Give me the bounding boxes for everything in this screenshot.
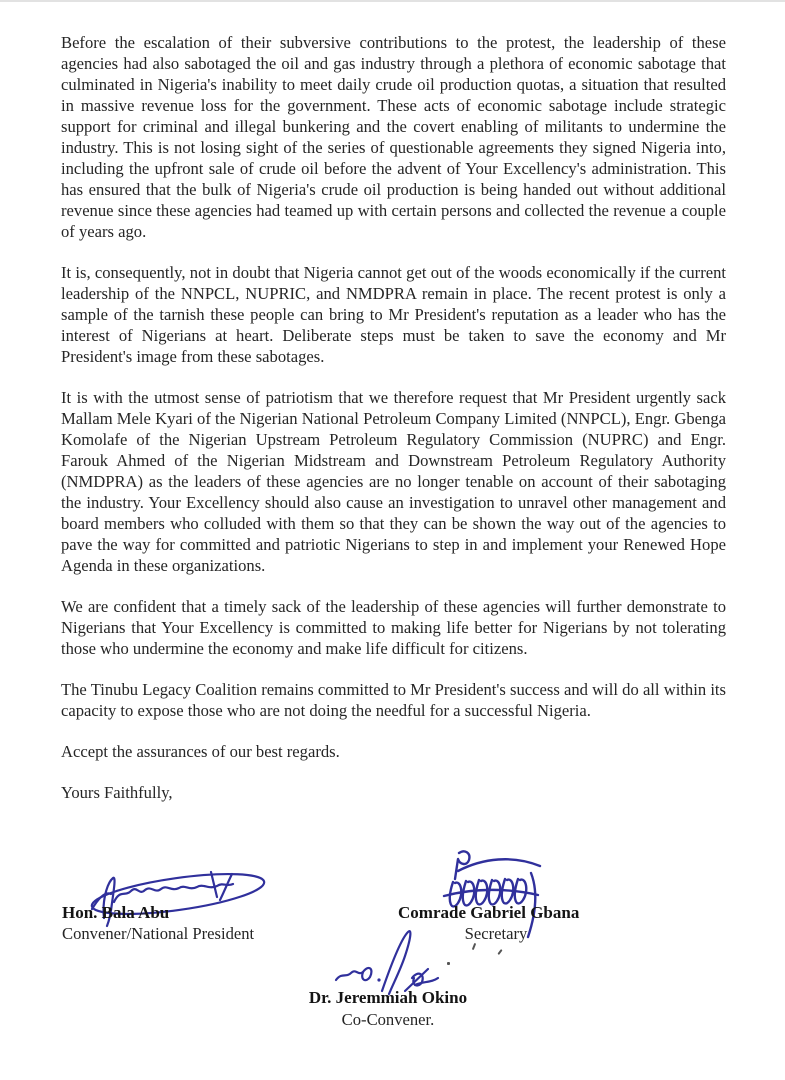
signature-section (0, 2, 785, 1080)
secretary-title: Secretary (464, 924, 528, 943)
ink-speck (447, 962, 450, 965)
paragraph-leadership-doubt: It is, consequently, not in doubt that Nigeria cannot get out of the woods economically if the current leadership of the NNPCL, NUPRIC, and NMDPRA remain in place. The recent protest is only a sample of the tarnish these people can bring to Mr President's reputation as a leader who has the interest of Nigerians at heart. Deliberate steps must be taken to save the economy and Mr President's image from these sabotages. (61, 263, 726, 366)
ink-speck (497, 949, 502, 955)
paragraph-oil-sabotage: Before the escalation of their subversive contributions to the protest, the leadership of these agencies had also sabotaged the oil and gas industry through a plethora of economic sabotage that culminated in Nigeria's inability to meet daily crude oil production quotas, a situation that resulted in massive revenue loss for the government. These acts of economic sabotage include strategic support for criminal and illegal bunkering and the covert enabling of militants to undermine the industry. This is not losing sight of the series of questionable agreements they signed Nigeria into, including the upfront sale of crude oil before the advent of Your Excellency's administration. This has ensured that the bulk of Nigeria's crude oil production is being handed out without additional revenue since these agencies had teamed up with certain persons and collected the revenue a couple of years ago. (61, 33, 726, 241)
convener-title: Convener/National President (62, 924, 255, 943)
paragraph-sack-request: It is with the utmost sense of patriotism that we therefore request that Mr President urgently sack Mallam Mele Kyari of the Nigerian National Petroleum Company Limited (NNPCL), Engr. Gbenga Komolafe of the Nigerian Upstream Petroleum Regulatory Commission (NUPRC) and Engr. Farouk Ahmed of the Nigerian Midstream and Downstream Petroleum Regulatory Authority (NMDPRA) as the leaders of these agencies are no longer tenable on account of their sabotaging the industry. Your Excellency should also cause an investigation to unravel other management and board members who colluded with them so that they can be shown the way out of the agencies to pave the way for committed and patriotic Nigerians to step in and implement your Renewed Hope Agenda in these organizations. (61, 388, 726, 575)
valediction: Yours Faithfully, (61, 783, 173, 802)
closing-line: Accept the assurances of our best regards. (61, 742, 340, 761)
co-convener-title: Co-Convener. (341, 1010, 435, 1029)
co-convener-name: Dr. Jeremmiah Okino (308, 988, 468, 1007)
convener-name: Hon. Bala Abu (62, 903, 170, 922)
secretary-name: Comrade Gabriel Gbana (398, 903, 580, 922)
paragraph-coalition-commitment: The Tinubu Legacy Coalition remains committed to Mr President's success and will do all within its capacity to expose those who are not doing the needful for a successful Nigeria. (61, 680, 726, 720)
paragraph-confidence: We are confident that a timely sack of the leadership of these agencies will further demonstrate to Nigerians that Your Excellency is committed to making life better for Nigerians by not tolerating those who undermine the economy and make life difficult for citizens. (61, 597, 726, 658)
